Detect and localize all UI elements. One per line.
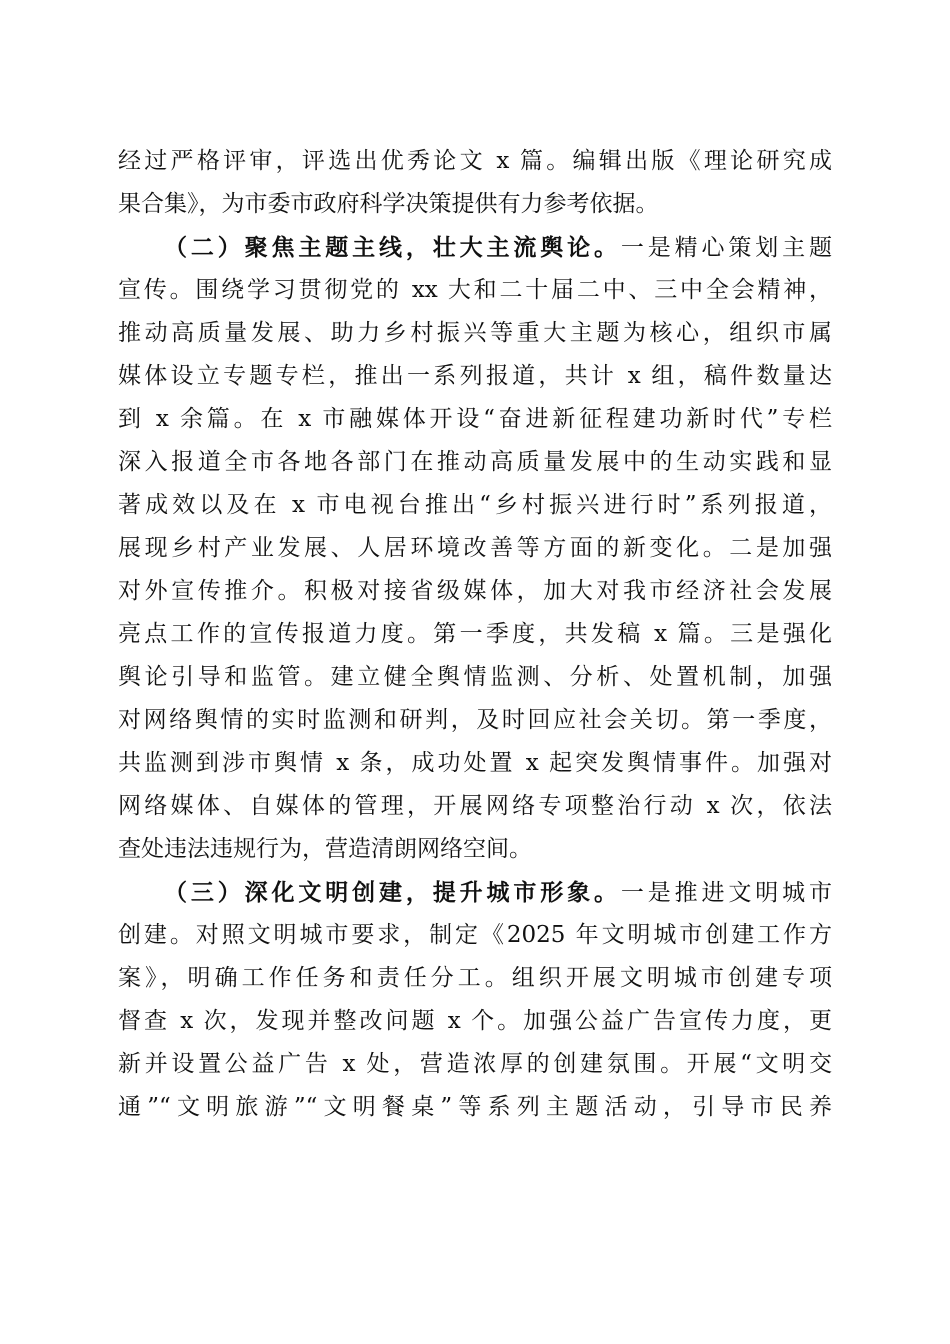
text-line <box>118 527 832 570</box>
line-text: 宣传。围绕学习贯彻党的 xx 大和二十届二中、三中全会精神， <box>118 277 832 303</box>
text-line <box>118 312 832 355</box>
section-heading-line <box>118 226 832 269</box>
text-line <box>118 656 832 699</box>
line-text: 创建。对照文明城市要求，制定《2025 年文明城市创建工作方 <box>118 922 832 948</box>
text-line <box>118 613 832 656</box>
line-text: 果合集》，为市委市政府科学决策提供有力参考依据。 <box>118 191 659 217</box>
line-text: 通”“文明旅游”“文明餐桌”等系列主题活动，引导市民养 <box>118 1094 832 1120</box>
section-heading: （三）深化文明创建，提升城市形象。 <box>164 879 621 906</box>
line-text: 展现乡村产业发展、人居环境改善等方面的新变化。二是加强 <box>118 535 832 561</box>
line-text: 一是精心策划主题 <box>620 235 832 261</box>
section-heading-line <box>118 871 832 914</box>
line-text: 督查 x 次，发现并整改问题 x 个。加强公益广告宣传力度，更 <box>118 1008 832 1034</box>
section-heading: （二）聚焦主题主线，壮大主流舆论。 <box>164 234 621 261</box>
line-text: 经过严格评审，评选出优秀论文 x 篇。编辑出版《理论研究成 <box>118 148 832 174</box>
text-line <box>118 1086 832 1129</box>
text-line <box>118 1043 832 1086</box>
text-line <box>118 957 832 1000</box>
line-text: 著成效以及在 x 市电视台推出“乡村振兴进行时”系列报道， <box>118 492 832 518</box>
text-line <box>118 914 832 957</box>
text-line <box>118 699 832 742</box>
line-text: 查处违法违规行为，营造清朗网络空间。 <box>118 836 532 862</box>
line-text: 推动高质量发展、助力乡村振兴等重大主题为核心，组织市属 <box>118 320 832 346</box>
text-line <box>118 742 832 785</box>
line-text: 对外宣传推介。积极对接省级媒体，加大对我市经济社会发展 <box>118 578 832 604</box>
line-text: 舆论引导和监管。建立健全舆情监测、分析、处置机制，加强 <box>118 664 832 690</box>
line-text: 深入报道全市各地各部门在推动高质量发展中的生动实践和显 <box>118 449 832 475</box>
line-text: 网络媒体、自媒体的管理，开展网络专项整治行动 x 次，依法 <box>118 793 832 819</box>
line-text: 一是推进文明城市 <box>620 880 832 906</box>
text-line <box>118 1000 832 1043</box>
line-text: 到 x 余篇。在 x 市融媒体开设“奋进新征程建功新时代”专栏 <box>118 406 832 432</box>
line-text: 新并设置公益广告 x 处，营造浓厚的创建氛围。开展“文明交 <box>118 1051 832 1077</box>
line-text: 媒体设立专题专栏，推出一系列报道，共计 x 组，稿件数量达 <box>118 363 832 389</box>
text-line <box>118 570 832 613</box>
text-line <box>118 183 832 226</box>
text-line <box>118 441 832 484</box>
line-text: 对网络舆情的实时监测和研判，及时回应社会关切。第一季度， <box>118 707 832 733</box>
line-text: 案》，明确工作任务和责任分工。组织开展文明城市创建专项 <box>118 965 832 991</box>
text-line <box>118 484 832 527</box>
text-line <box>118 269 832 312</box>
document-body <box>118 140 832 1129</box>
line-text: 亮点工作的宣传报道力度。第一季度，共发稿 x 篇。三是强化 <box>118 621 832 647</box>
text-line <box>118 355 832 398</box>
text-line <box>118 785 832 828</box>
text-line <box>118 828 832 871</box>
text-line <box>118 398 832 441</box>
text-line <box>118 140 832 183</box>
line-text: 共监测到涉市舆情 x 条，成功处置 x 起突发舆情事件。加强对 <box>118 750 832 776</box>
